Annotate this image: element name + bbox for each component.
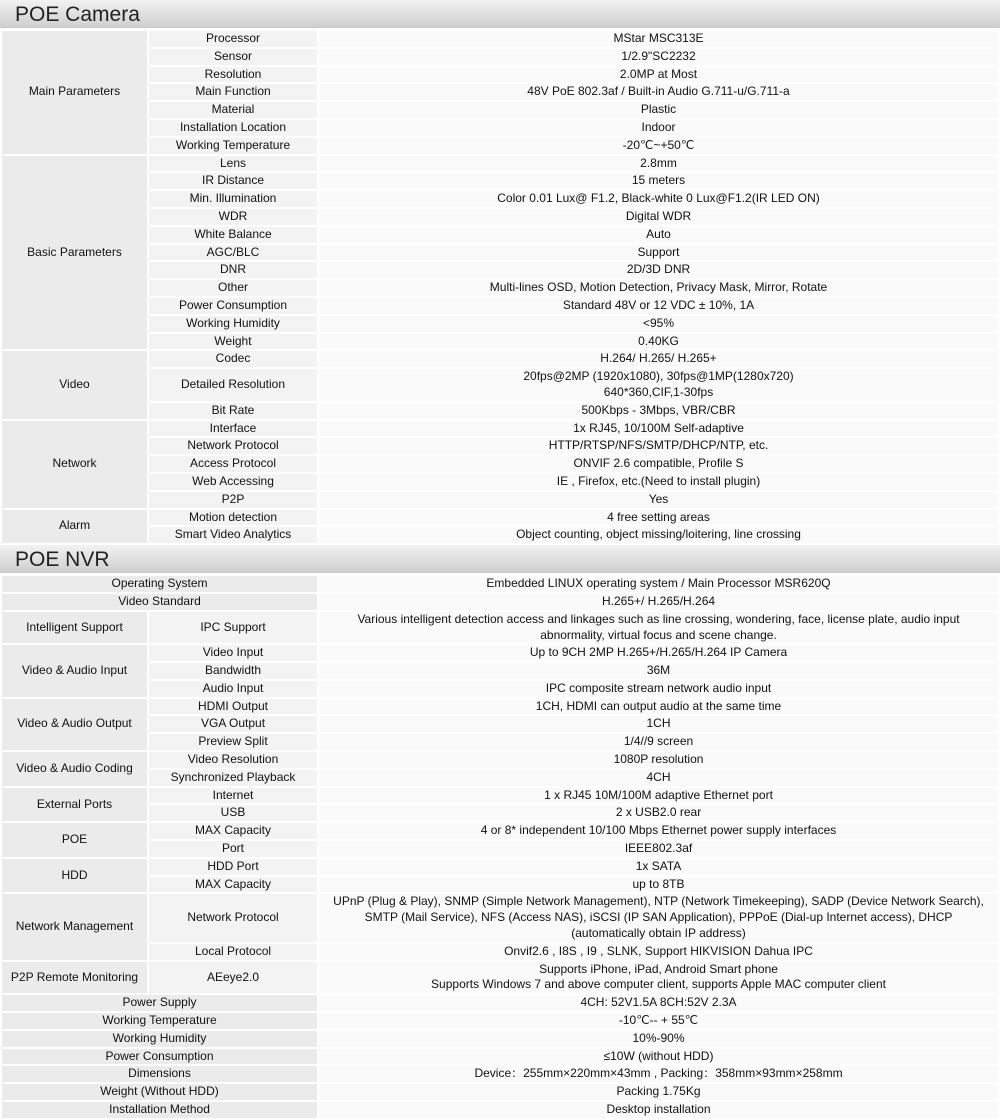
table-row — [2, 31, 998, 47]
param-audio-input: Audio Input — [149, 681, 317, 697]
table-row — [2, 841, 998, 857]
param-port: Port — [149, 841, 317, 857]
group-main-parameters: Main Parameters — [2, 31, 147, 154]
nvr-section-title: POE NVR — [0, 545, 1000, 573]
param-interface: Interface — [149, 421, 317, 437]
table-row — [2, 612, 998, 644]
param-synchronized-playback: Synchronized Playback — [149, 770, 317, 786]
param-p2p: P2P — [149, 492, 317, 508]
value-preview-split: 1/4//9 screen — [319, 734, 998, 750]
table-row — [2, 421, 998, 437]
param-working-humidity: Working Humidity — [2, 1031, 317, 1047]
table-row — [2, 805, 998, 821]
table-row — [2, 120, 998, 136]
value-sensor: 1/2.9"SC2232 — [319, 49, 998, 65]
param-detailed-resolution: Detailed Resolution — [149, 369, 317, 401]
table-row — [2, 594, 998, 610]
table-row — [2, 770, 998, 786]
table-row — [2, 84, 998, 100]
value-weight: 0.40KG — [319, 334, 998, 350]
param-other: Other — [149, 280, 317, 296]
param-max-capacity: MAX Capacity — [149, 877, 317, 893]
table-row — [2, 438, 998, 454]
table-row — [2, 280, 998, 296]
table-row — [2, 681, 998, 697]
param-internet: Internet — [149, 788, 317, 804]
value-interface: 1x RJ45, 10/100M Self-adaptive — [319, 421, 998, 437]
camera-spec-table — [0, 29, 1000, 545]
group-video-audio-input: Video & Audio Input — [2, 645, 147, 696]
param-operating-system: Operating System — [2, 576, 317, 592]
group-poe: POE — [2, 823, 147, 857]
group-basic-parameters: Basic Parameters — [2, 156, 147, 350]
value-white-balance: Auto — [319, 227, 998, 243]
value-audio-input: IPC composite stream network audio input — [319, 681, 998, 697]
param-ir-distance: IR Distance — [149, 173, 317, 189]
table-row — [2, 752, 998, 768]
value-material: Plastic — [319, 102, 998, 118]
value-power-consumption: ≤10W (without HDD) — [319, 1049, 998, 1065]
param-max-capacity: MAX Capacity — [149, 823, 317, 839]
param-material: Material — [149, 102, 317, 118]
group-p2p-remote-monitoring: P2P Remote Monitoring — [2, 962, 147, 994]
value-ipc-support: Various intelligent detection access and linkages such as line crossing, wondering, face, license plate, audio input abnormality, virtual focus and scene change. — [319, 612, 998, 644]
param-smart-video-analytics: Smart Video Analytics — [149, 527, 317, 543]
value-motion-detection: 4 free setting areas — [319, 510, 998, 526]
param-codec: Codec — [149, 351, 317, 367]
param-preview-split: Preview Split — [149, 734, 317, 750]
value-working-temperature: -20℃~+50℃ — [319, 138, 998, 154]
table-row — [2, 944, 998, 960]
table-row — [2, 734, 998, 750]
table-row — [2, 334, 998, 350]
param-dimensions: Dimensions — [2, 1066, 317, 1082]
param-motion-detection: Motion detection — [149, 510, 317, 526]
param-wdr: WDR — [149, 209, 317, 225]
value-web-accessing: IE , Firefox, etc.(Need to install plugin) — [319, 474, 998, 490]
table-row — [2, 962, 998, 994]
table-row — [2, 191, 998, 207]
table-row — [2, 1102, 998, 1118]
table-row — [2, 456, 998, 472]
table-row — [2, 138, 998, 154]
table-row — [2, 209, 998, 225]
value-internet: 1 x RJ45 10M/100M adaptive Ethernet port — [319, 788, 998, 804]
param-usb: USB — [149, 805, 317, 821]
table-row — [2, 403, 998, 419]
group-network: Network — [2, 421, 147, 508]
table-row — [2, 663, 998, 679]
param-sensor: Sensor — [149, 49, 317, 65]
param-network-protocol: Network Protocol — [149, 438, 317, 454]
value-p2p: Yes — [319, 492, 998, 508]
table-row — [2, 298, 998, 314]
table-row — [2, 262, 998, 278]
value-network-protocol: HTTP/RTSP/NFS/SMTP/DHCP/NTP, etc. — [319, 438, 998, 454]
group-alarm: Alarm — [2, 510, 147, 544]
param-aeeye2-0: AEeye2.0 — [149, 962, 317, 994]
value-access-protocol: ONVIF 2.6 compatible, Profile S — [319, 456, 998, 472]
value-hdd-port: 1x SATA — [319, 859, 998, 875]
table-row — [2, 102, 998, 118]
param-dnr: DNR — [149, 262, 317, 278]
group-external-ports: External Ports — [2, 788, 147, 822]
table-row — [2, 894, 998, 941]
table-row — [2, 877, 998, 893]
value-video-input: Up to 9CH 2MP H.265+/H.265/H.264 IP Camera — [319, 645, 998, 661]
param-video-input: Video Input — [149, 645, 317, 661]
value-working-humidity: 10%-90% — [319, 1031, 998, 1047]
param-lens: Lens — [149, 156, 317, 172]
param-web-accessing: Web Accessing — [149, 474, 317, 490]
value-dimensions: Device：255mm×220mm×43mm , Packing：358mm×93mm×258mm — [319, 1066, 998, 1082]
param-agc-blc: AGC/BLC — [149, 245, 317, 261]
table-row — [2, 716, 998, 732]
table-row — [2, 245, 998, 261]
table-row — [2, 173, 998, 189]
value-smart-video-analytics: Object counting, object missing/loitering, line crossing — [319, 527, 998, 543]
param-working-humidity: Working Humidity — [149, 316, 317, 332]
table-row — [2, 369, 998, 401]
value-dnr: 2D/3D DNR — [319, 262, 998, 278]
group-network-management: Network Management — [2, 894, 147, 959]
value-network-protocol: UPnP (Plug & Play), SNMP (Simple Network Management), NTP (Network Timekeeping), SADP (Device Network Search), SMTP (Mail Service), NFS (Access NAS), iSCSI (IP SAN Application), PPPoE (Dial-up Internet access), DHCP (automatically obtain IP address) — [319, 894, 998, 941]
table-row — [2, 1013, 998, 1029]
param-working-temperature: Working Temperature — [2, 1013, 317, 1029]
param-video-standard: Video Standard — [2, 594, 317, 610]
value-aeeye2-0: Supports iPhone, iPad, Android Smart phone Supports Windows 7 and above computer client, supports Apple MAC computer client — [319, 962, 998, 994]
param-vga-output: VGA Output — [149, 716, 317, 732]
param-installation-method: Installation Method — [2, 1102, 317, 1118]
param-working-temperature: Working Temperature — [149, 138, 317, 154]
param-white-balance: White Balance — [149, 227, 317, 243]
value-synchronized-playback: 4CH — [319, 770, 998, 786]
group-video-audio-output: Video & Audio Output — [2, 699, 147, 750]
value-hdmi-output: 1CH, HDMI can output audio at the same time — [319, 699, 998, 715]
value-processor: MStar MSC313E — [319, 31, 998, 47]
value-weight-without-hdd: Packing 1.75Kg — [319, 1084, 998, 1100]
value-bandwidth: 36M — [319, 663, 998, 679]
param-access-protocol: Access Protocol — [149, 456, 317, 472]
value-main-function: 48V PoE 802.3af / Built-in Audio G.711-u/G.711-a — [319, 84, 998, 100]
param-power-consumption: Power Consumption — [2, 1049, 317, 1065]
table-row — [2, 527, 998, 543]
value-resolution: 2.0MP at Most — [319, 67, 998, 83]
table-row — [2, 823, 998, 839]
value-other: Multi-lines OSD, Motion Detection, Privacy Mask, Mirror, Rotate — [319, 280, 998, 296]
param-bandwidth: Bandwidth — [149, 663, 317, 679]
param-weight-without-hdd: Weight (Without HDD) — [2, 1084, 317, 1100]
param-network-protocol: Network Protocol — [149, 894, 317, 941]
table-row — [2, 351, 998, 367]
table-row — [2, 227, 998, 243]
table-row — [2, 156, 998, 172]
table-row — [2, 699, 998, 715]
param-hdd-port: HDD Port — [149, 859, 317, 875]
table-row — [2, 1084, 998, 1100]
param-bit-rate: Bit Rate — [149, 403, 317, 419]
group-video-audio-coding: Video & Audio Coding — [2, 752, 147, 786]
param-ipc-support: IPC Support — [149, 612, 317, 644]
param-local-protocol: Local Protocol — [149, 944, 317, 960]
value-max-capacity: up to 8TB — [319, 877, 998, 893]
group-video: Video — [2, 351, 147, 418]
param-processor: Processor — [149, 31, 317, 47]
table-row — [2, 49, 998, 65]
value-lens: 2.8mm — [319, 156, 998, 172]
value-working-humidity: <95% — [319, 316, 998, 332]
value-codec: H.264/ H.265/ H.265+ — [319, 351, 998, 367]
param-hdmi-output: HDMI Output — [149, 699, 317, 715]
nvr-spec-table — [0, 574, 1000, 1120]
param-video-resolution: Video Resolution — [149, 752, 317, 768]
table-row — [2, 859, 998, 875]
value-installation-method: Desktop installation — [319, 1102, 998, 1118]
param-power-supply: Power Supply — [2, 995, 317, 1011]
value-installation-location: Indoor — [319, 120, 998, 136]
value-video-standard: H.265+/ H.265/H.264 — [319, 594, 998, 610]
table-row — [2, 316, 998, 332]
table-row — [2, 645, 998, 661]
value-min-illumination: Color 0.01 Lux@ F1.2, Black-white 0 Lux@F1.2(IR LED ON) — [319, 191, 998, 207]
table-row — [2, 67, 998, 83]
table-row — [2, 1031, 998, 1047]
param-main-function: Main Function — [149, 84, 317, 100]
param-min-illumination: Min. Illumination — [149, 191, 317, 207]
value-power-consumption: Standard 48V or 12 VDC ± 10%, 1A — [319, 298, 998, 314]
param-weight: Weight — [149, 334, 317, 350]
table-row — [2, 1066, 998, 1082]
value-working-temperature: -10℃-- + 55℃ — [319, 1013, 998, 1029]
value-power-supply: 4CH: 52V1.5A 8CH:52V 2.3A — [319, 995, 998, 1011]
table-row — [2, 995, 998, 1011]
value-video-resolution: 1080P resolution — [319, 752, 998, 768]
value-usb: 2 x USB2.0 rear — [319, 805, 998, 821]
table-row — [2, 510, 998, 526]
param-power-consumption: Power Consumption — [149, 298, 317, 314]
value-operating-system: Embedded LINUX operating system / Main Processor MSR620Q — [319, 576, 998, 592]
value-wdr: Digital WDR — [319, 209, 998, 225]
table-row — [2, 788, 998, 804]
value-detailed-resolution: 20fps@2MP (1920x1080), 30fps@1MP(1280x720) 640*360,CIF,1-30fps — [319, 369, 998, 401]
value-max-capacity: 4 or 8* independent 10/100 Mbps Ethernet power supply interfaces — [319, 823, 998, 839]
table-row — [2, 1049, 998, 1065]
value-local-protocol: Onvif2.6 , I8S , I9 , SLNK, Support HIKVISION Dahua IPC — [319, 944, 998, 960]
value-ir-distance: 15 meters — [319, 173, 998, 189]
camera-section-title: POE Camera — [0, 0, 1000, 28]
value-port: IEEE802.3af — [319, 841, 998, 857]
value-bit-rate: 500Kbps - 3Mbps, VBR/CBR — [319, 403, 998, 419]
value-agc-blc: Support — [319, 245, 998, 261]
param-resolution: Resolution — [149, 67, 317, 83]
group-hdd: HDD — [2, 859, 147, 893]
value-vga-output: 1CH — [319, 716, 998, 732]
table-row — [2, 474, 998, 490]
group-intelligent-support: Intelligent Support — [2, 612, 147, 644]
table-row — [2, 492, 998, 508]
table-row — [2, 576, 998, 592]
param-installation-location: Installation Location — [149, 120, 317, 136]
